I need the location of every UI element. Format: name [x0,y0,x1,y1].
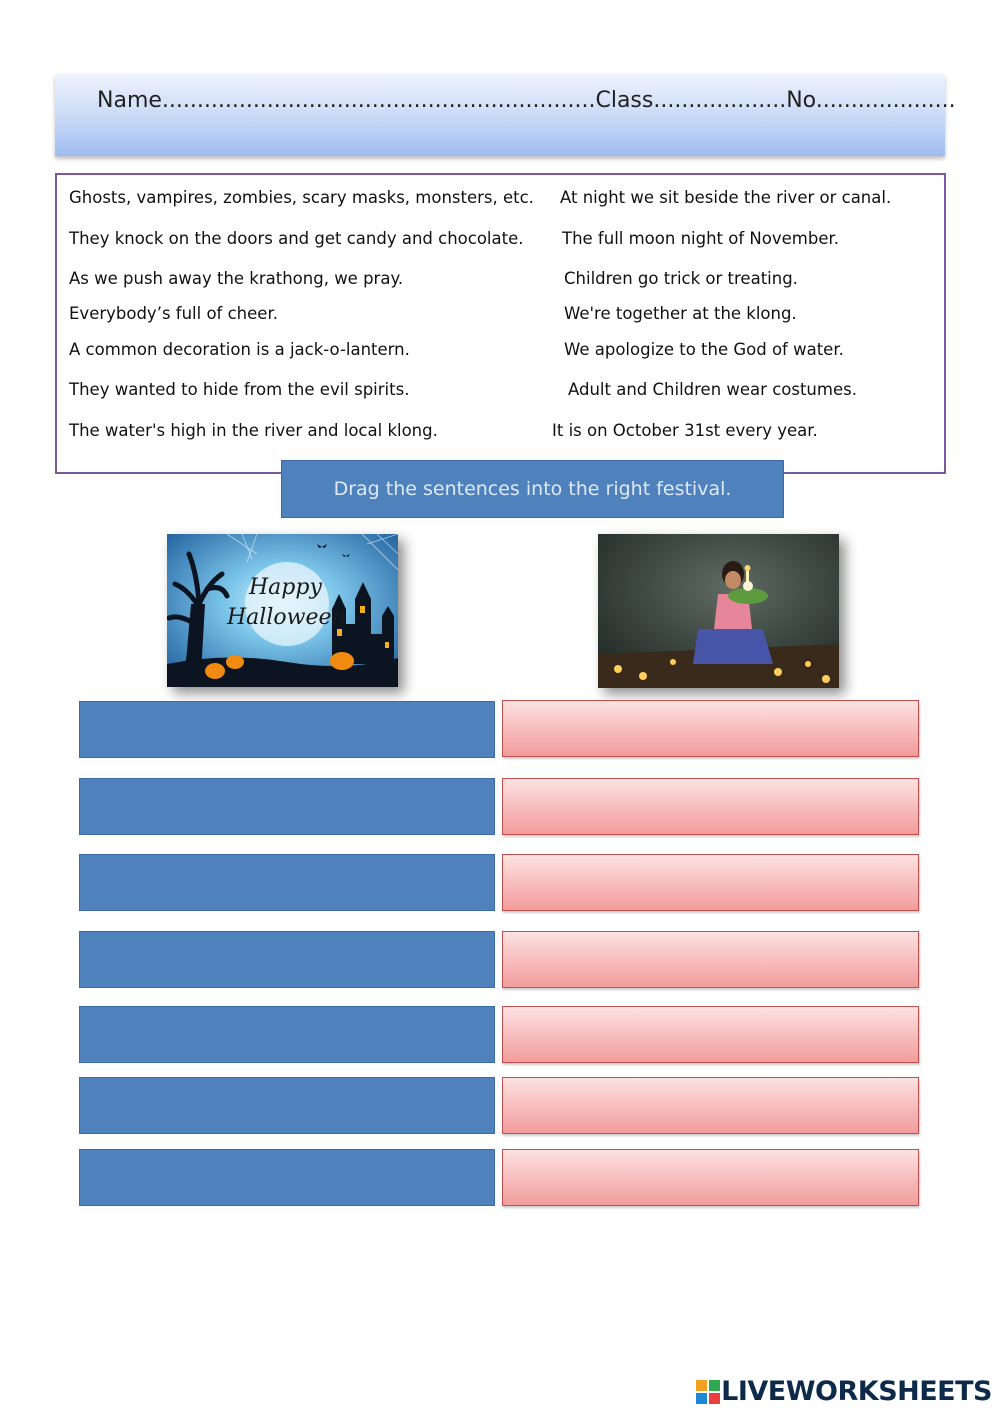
loy-krathong-drop-zone[interactable] [502,931,919,988]
halloween-drop-zone[interactable] [79,701,495,758]
student-info-header [55,74,956,156]
name-class-number-line: Name..............................................................Class...................No.................... [97,88,956,113]
sentence-item[interactable]: They wanted to hide from the evil spirits. [69,380,410,399]
sentence-item[interactable]: It is on October 31st every year. [552,421,818,440]
halloween-drop-zone[interactable] [79,1006,495,1063]
sentence-item[interactable]: Ghosts, vampires, zombies, scary masks, monsters, etc. [69,188,534,207]
sentence-item[interactable]: Children go trick or treating. [564,269,798,288]
loy-krathong-drop-zone[interactable] [502,1077,919,1134]
liveworksheets-logo-icon [695,1379,721,1405]
loy-krathong-drop-zone[interactable] [502,854,919,911]
sentence-item[interactable]: As we push away the krathong, we pray. [69,269,404,288]
halloween-drop-zone[interactable] [79,778,495,835]
halloween-happy-text: Happy [249,575,322,600]
instruction-banner [281,460,784,518]
sentence-item[interactable]: Everybody’s full of cheer. [69,304,278,323]
sentence-item[interactable]: We're together at the klong. [564,304,797,323]
sentence-item[interactable]: The water's high in the river and local klong. [69,421,438,440]
sentence-item[interactable]: Adult and Children wear costumes. [568,380,857,399]
halloween-image [167,534,398,687]
sentence-item[interactable]: They knock on the doors and get candy and chocolate. [69,229,524,248]
sentence-item[interactable]: At night we sit beside the river or canal. [560,188,892,207]
halloween-title-text: Halloween [227,605,346,630]
loy-krathong-drop-zone[interactable] [502,700,919,757]
loy-krathong-drop-zone[interactable] [502,1006,919,1063]
sentence-bank [55,173,946,474]
sentence-item[interactable]: A common decoration is a jack-o-lantern. [69,340,410,359]
liveworksheets-logo [695,1376,992,1407]
instruction-text: Drag the sentences into the right festival. [333,478,732,500]
halloween-drop-zone[interactable] [79,931,495,988]
liveworksheets-wordmark: LIVEWORKSHEETS [721,1376,992,1407]
halloween-drop-zone[interactable] [79,1149,495,1206]
halloween-drop-zone[interactable] [79,854,495,911]
sentence-item[interactable]: The full moon night of November. [562,229,839,248]
halloween-drop-zone[interactable] [79,1077,495,1134]
loy-krathong-drop-zone[interactable] [502,1149,919,1206]
loy-krathong-image [598,534,839,688]
sentence-item[interactable]: We apologize to the God of water. [564,340,844,359]
loy-krathong-drop-zone[interactable] [502,778,919,835]
